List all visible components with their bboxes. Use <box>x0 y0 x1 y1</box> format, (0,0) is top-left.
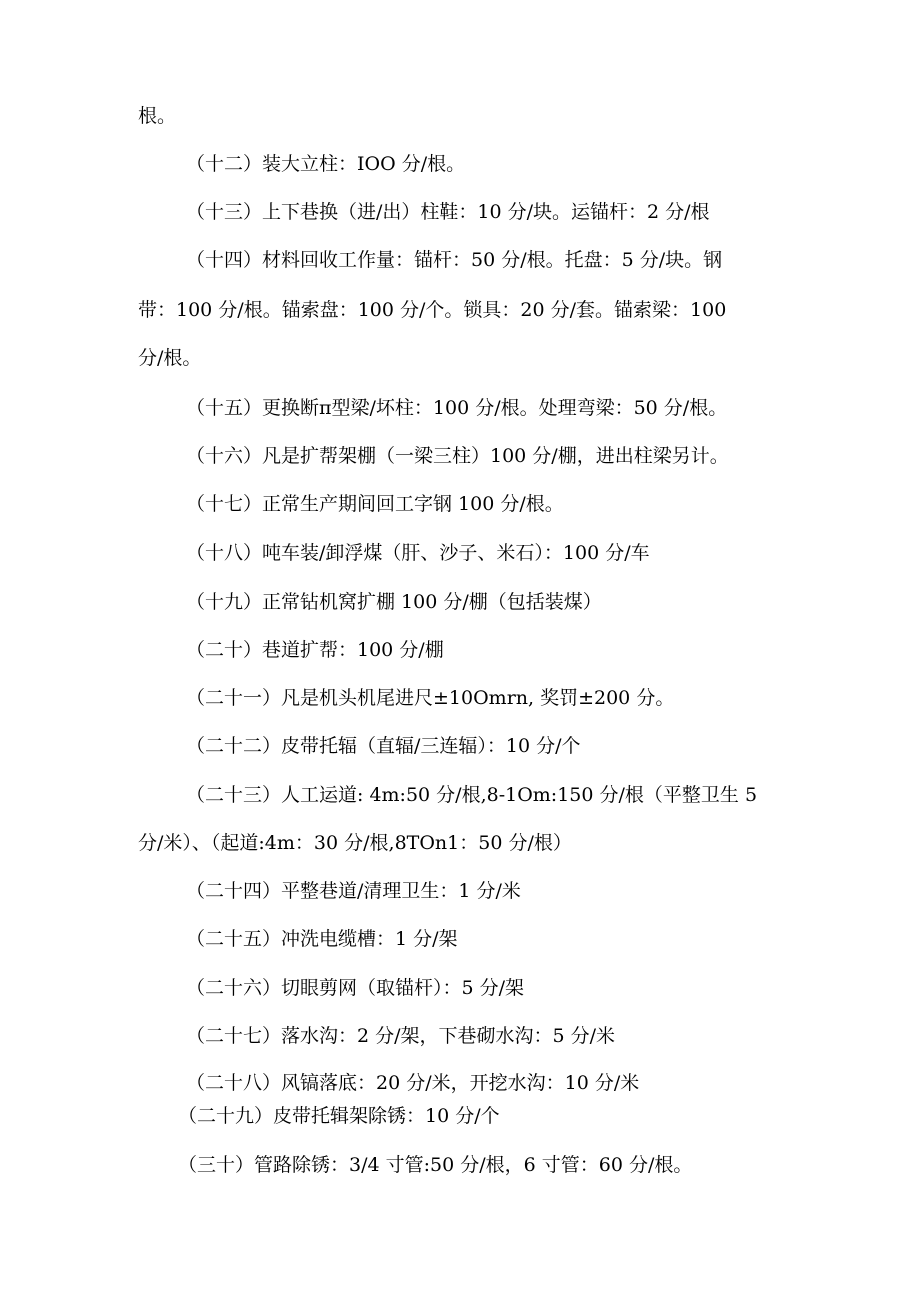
text-line: （十七）正常生产期间回工字钢 100 分/根。 <box>186 493 564 515</box>
text-line: （二十）巷道扩帮：100 分/棚 <box>186 639 444 661</box>
text-line: （十八）吨车装/卸浮煤（肝、沙子、米石）：100 分/车 <box>186 542 650 564</box>
text-line: （十四）材料回收工作量：锚杆：50 分/根。托盘：5 分/块。钢 <box>186 249 723 271</box>
text-line: （二十三）人工运道: 4m:50 分/根,8-1Om:150 分/根（平整卫生 5 <box>186 784 758 806</box>
text-line: （十五）更换断π型梁/坏柱：100 分/根。处理弯梁：50 分/根。 <box>186 397 728 419</box>
text-line: （二十一）凡是机头机尾进尺±10Omrn, 奖罚±200 分。 <box>186 687 675 709</box>
text-line: （十九）正常钻机窝扩棚 100 分/棚（包括装煤） <box>186 591 602 613</box>
text-line: （十二）装大立柱：IOO 分/根。 <box>186 153 466 175</box>
text-line: （二十六）切眼剪网（取锚杆）：5 分/架 <box>186 977 525 999</box>
text-line: （十六）凡是扩帮架棚（一梁三柱）100 分/棚，进出柱梁另计。 <box>186 445 729 467</box>
text-line: 根。 <box>138 105 177 127</box>
text-line: （二十八）风镐落底：20 分/米，开挖水沟：10 分/米 <box>186 1072 640 1094</box>
text-line: 分/根。 <box>138 347 202 369</box>
text-line: （三十）管路除锈：3/4 寸管:50 分/根，6 寸管：60 分/根。 <box>178 1154 693 1176</box>
text-line: （二十二）皮带托辐（直辐/三连辐）：10 分/个 <box>186 735 581 757</box>
text-line: （二十九）皮带托辑架除锈：10 分/个 <box>178 1105 500 1127</box>
text-line: （二十七）落水沟：2 分/架，下巷砌水沟：5 分/米 <box>186 1025 616 1047</box>
text-line: （十三）上下巷换（进/出）柱鞋：10 分/块。运锚杆：2 分/根 <box>186 201 710 223</box>
text-line: 分/米）、（起道:4m：30 分/根,8TOn1：50 分/根） <box>138 832 572 854</box>
text-line: （二十五）冲洗电缆槽：1 分/架 <box>186 928 458 950</box>
text-line: （二十四）平整巷道/清理卫生：1 分/米 <box>186 880 521 902</box>
text-line: 带：100 分/根。锚索盘：100 分/个。锁具：20 分/套。锚索梁：100 <box>138 299 727 321</box>
